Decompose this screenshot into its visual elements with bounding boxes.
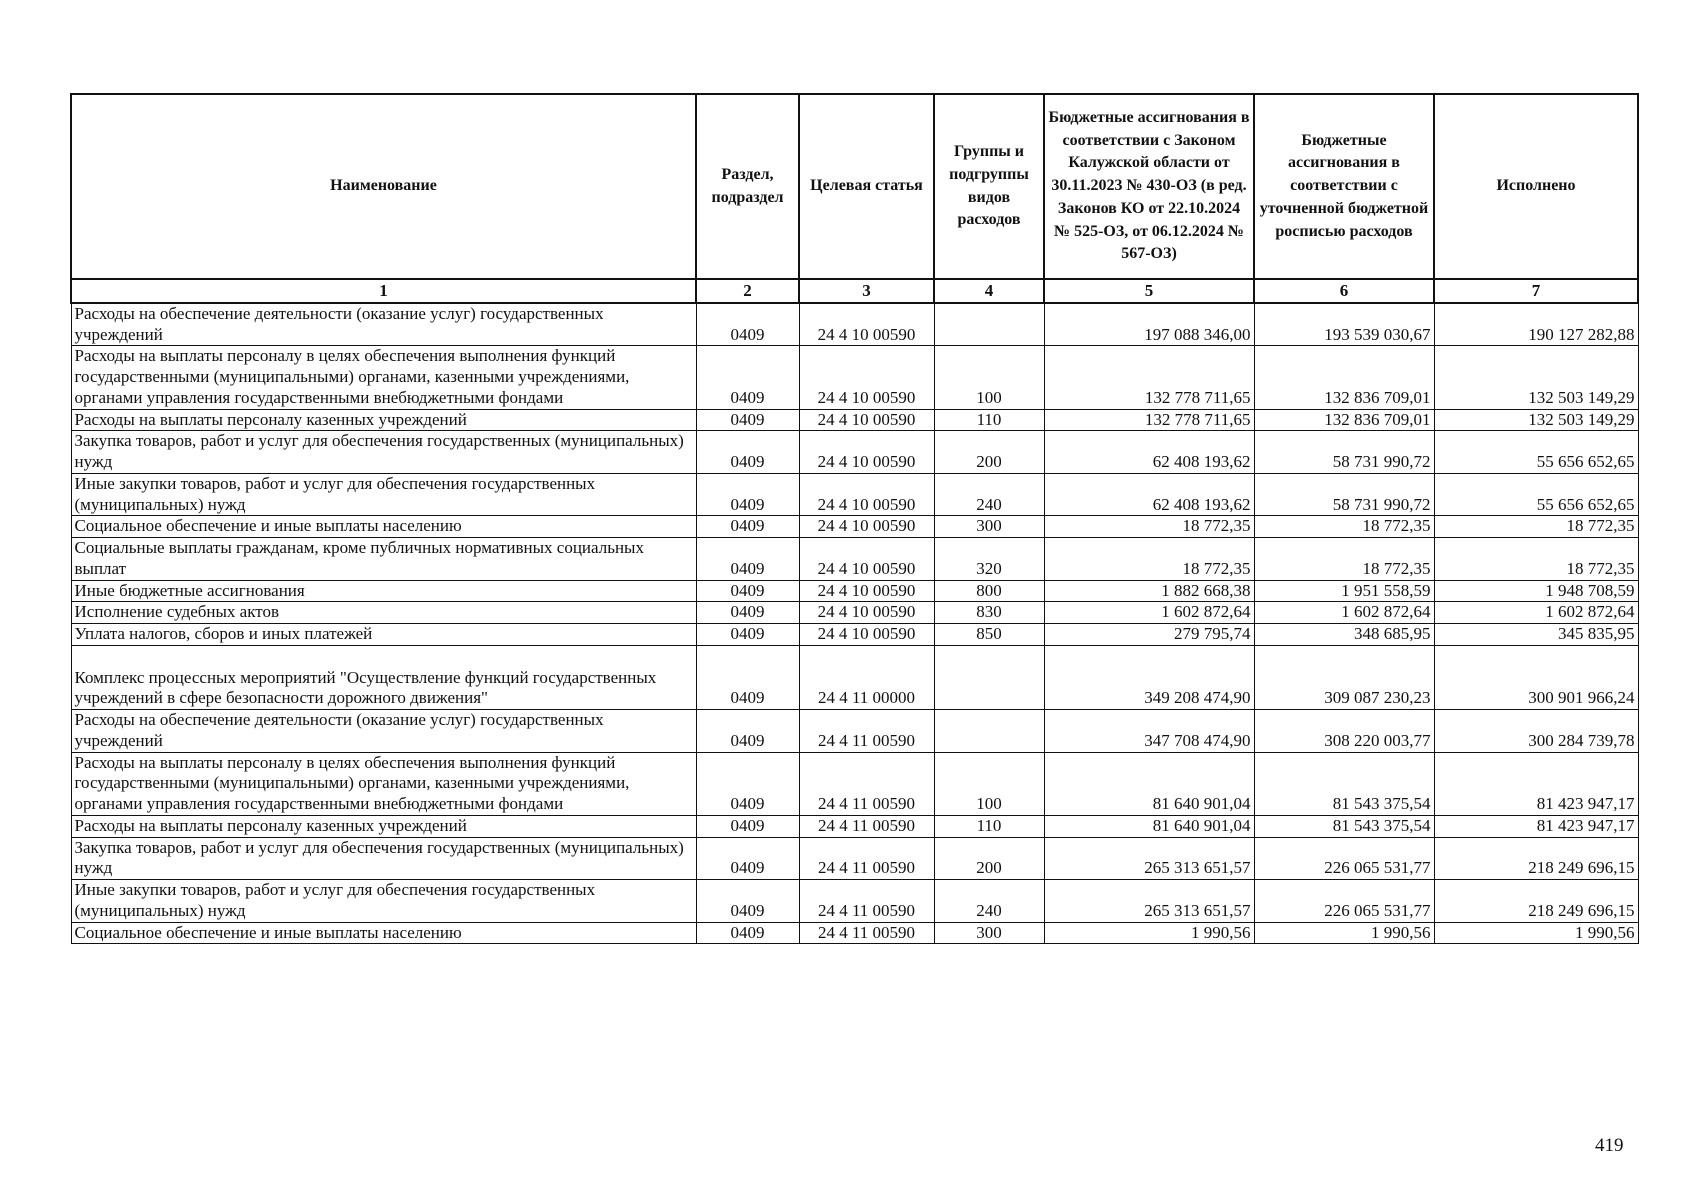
row-refined-amount: 1 951 558,59: [1254, 580, 1434, 602]
row-section: 0409: [696, 922, 799, 944]
row-target: 24 4 10 00590: [799, 516, 934, 538]
column-number: 6: [1254, 279, 1434, 303]
row-target: 24 4 11 00590: [799, 880, 934, 922]
row-law-amount: 349 208 474,90: [1044, 645, 1254, 709]
row-law-amount: 1 882 668,38: [1044, 580, 1254, 602]
table-row: [71, 431, 1638, 473]
row-refined-amount: 226 065 531,77: [1254, 837, 1434, 879]
row-section: 0409: [696, 580, 799, 602]
row-target: 24 4 11 00590: [799, 837, 934, 879]
table-body: [71, 303, 1638, 944]
header-target: Целевая статья: [799, 94, 934, 279]
column-number: 5: [1044, 279, 1254, 303]
row-group: 800: [934, 580, 1044, 602]
row-section: 0409: [696, 624, 799, 646]
column-number: 2: [696, 279, 799, 303]
table-row: [71, 922, 1638, 944]
row-name: Закупка товаров, работ и услуг для обеспечения государственных (муниципальных) нужд: [71, 431, 696, 473]
row-group: 200: [934, 431, 1044, 473]
row-name: Расходы на выплаты персоналу в целях обеспечения выполнения функций государственными (муниципальными) органами, казенными учреждениями, органами управления государственными внебюджетными фондами: [71, 346, 696, 409]
row-refined-amount: 81 543 375,54: [1254, 752, 1434, 815]
row-refined-amount: 18 772,35: [1254, 516, 1434, 538]
row-law-amount: 62 408 193,62: [1044, 431, 1254, 473]
row-law-amount: 81 640 901,04: [1044, 815, 1254, 837]
table-row: [71, 880, 1638, 922]
table-row: [71, 538, 1638, 580]
row-section: 0409: [696, 516, 799, 538]
row-refined-amount: 58 731 990,72: [1254, 431, 1434, 473]
row-group: 100: [934, 752, 1044, 815]
column-number: 3: [799, 279, 934, 303]
column-number: 4: [934, 279, 1044, 303]
row-name: Уплата налогов, сборов и иных платежей: [71, 624, 696, 646]
table-row: [71, 602, 1638, 624]
row-name: Расходы на обеспечение деятельности (оказание услуг) государственных учреждений: [71, 303, 696, 346]
row-name: Исполнение судебных актов: [71, 602, 696, 624]
row-section: 0409: [696, 815, 799, 837]
row-group: [934, 710, 1044, 752]
row-name: Иные закупки товаров, работ и услуг для обеспечения государственных (муниципальных) нужд: [71, 473, 696, 515]
column-number-row: [71, 279, 1638, 303]
table-row: [71, 516, 1638, 538]
row-executed-amount: 55 656 652,65: [1434, 431, 1638, 473]
row-target: 24 4 11 00590: [799, 710, 934, 752]
row-target: 24 4 10 00590: [799, 409, 934, 431]
row-executed-amount: 18 772,35: [1434, 516, 1638, 538]
row-section: 0409: [696, 473, 799, 515]
row-group: 110: [934, 815, 1044, 837]
row-refined-amount: 1 602 872,64: [1254, 602, 1434, 624]
row-target: 24 4 10 00590: [799, 346, 934, 409]
table-row: [71, 710, 1638, 752]
row-section: 0409: [696, 431, 799, 473]
header-executed: Исполнено: [1434, 94, 1638, 279]
header-section: Раздел, подраздел: [696, 94, 799, 279]
table-row: [71, 752, 1638, 815]
row-law-amount: 18 772,35: [1044, 538, 1254, 580]
row-target: 24 4 10 00590: [799, 473, 934, 515]
row-group: 200: [934, 837, 1044, 879]
row-name: Расходы на обеспечение деятельности (оказание услуг) государственных учреждений: [71, 710, 696, 752]
row-group: 850: [934, 624, 1044, 646]
table-row: [71, 624, 1638, 646]
row-target: 24 4 11 00590: [799, 922, 934, 944]
row-name: Иные бюджетные ассигнования: [71, 580, 696, 602]
row-section: 0409: [696, 880, 799, 922]
row-refined-amount: 226 065 531,77: [1254, 880, 1434, 922]
row-law-amount: 1 990,56: [1044, 922, 1254, 944]
table-row: [71, 580, 1638, 602]
row-refined-amount: 1 990,56: [1254, 922, 1434, 944]
row-executed-amount: 300 284 739,78: [1434, 710, 1638, 752]
row-executed-amount: 132 503 149,29: [1434, 346, 1638, 409]
row-section: 0409: [696, 710, 799, 752]
row-executed-amount: 1 602 872,64: [1434, 602, 1638, 624]
row-executed-amount: 81 423 947,17: [1434, 752, 1638, 815]
row-executed-amount: 1 948 708,59: [1434, 580, 1638, 602]
row-section: 0409: [696, 303, 799, 346]
row-group: 320: [934, 538, 1044, 580]
row-group: 300: [934, 516, 1044, 538]
header-groups: Группы и подгруппы видов расходов: [934, 94, 1044, 279]
row-law-amount: 1 602 872,64: [1044, 602, 1254, 624]
row-section: 0409: [696, 645, 799, 709]
column-number: 1: [71, 279, 696, 303]
row-law-amount: 279 795,74: [1044, 624, 1254, 646]
row-executed-amount: 190 127 282,88: [1434, 303, 1638, 346]
row-group: 240: [934, 880, 1044, 922]
row-refined-amount: 132 836 709,01: [1254, 346, 1434, 409]
row-law-amount: 265 313 651,57: [1044, 880, 1254, 922]
row-executed-amount: 218 249 696,15: [1434, 880, 1638, 922]
row-name: Иные закупки товаров, работ и услуг для обеспечения государственных (муниципальных) нужд: [71, 880, 696, 922]
table-row: [71, 645, 1638, 709]
row-executed-amount: 132 503 149,29: [1434, 409, 1638, 431]
row-section: 0409: [696, 837, 799, 879]
row-name: Расходы на выплаты персоналу казенных учреждений: [71, 815, 696, 837]
row-section: 0409: [696, 409, 799, 431]
table-row: [71, 409, 1638, 431]
row-target: 24 4 10 00590: [799, 580, 934, 602]
row-refined-amount: 309 087 230,23: [1254, 645, 1434, 709]
header-refined-allocations: Бюджетные ассигнования в соответствии с уточненной бюджетной росписью расходов: [1254, 94, 1434, 279]
row-executed-amount: 55 656 652,65: [1434, 473, 1638, 515]
row-target: 24 4 10 00590: [799, 602, 934, 624]
row-target: 24 4 10 00590: [799, 538, 934, 580]
row-law-amount: 197 088 346,00: [1044, 303, 1254, 346]
row-section: 0409: [696, 602, 799, 624]
row-refined-amount: 81 543 375,54: [1254, 815, 1434, 837]
row-group: 240: [934, 473, 1044, 515]
row-refined-amount: 348 685,95: [1254, 624, 1434, 646]
table-row: [71, 473, 1638, 515]
row-target: 24 4 11 00000: [799, 645, 934, 709]
budget-table: [70, 93, 1639, 944]
row-law-amount: 62 408 193,62: [1044, 473, 1254, 515]
row-name: Комплекс процессных мероприятий "Осуществление функций государственных учреждений в сфере безопасности дорожного движения": [71, 645, 696, 709]
row-target: 24 4 11 00590: [799, 815, 934, 837]
row-target: 24 4 11 00590: [799, 752, 934, 815]
row-group: 830: [934, 602, 1044, 624]
row-target: 24 4 10 00590: [799, 303, 934, 346]
row-refined-amount: 58 731 990,72: [1254, 473, 1434, 515]
page-number: 419: [1595, 1135, 1624, 1156]
row-section: 0409: [696, 538, 799, 580]
row-name: Социальные выплаты гражданам, кроме публичных нормативных социальных выплат: [71, 538, 696, 580]
header-row: [71, 94, 1638, 279]
row-name: Социальное обеспечение и иные выплаты населению: [71, 516, 696, 538]
table-row: [71, 815, 1638, 837]
row-section: 0409: [696, 346, 799, 409]
row-law-amount: 132 778 711,65: [1044, 409, 1254, 431]
header-name: Наименование: [71, 94, 696, 279]
row-refined-amount: 308 220 003,77: [1254, 710, 1434, 752]
row-group: [934, 303, 1044, 346]
row-group: 110: [934, 409, 1044, 431]
row-name: Расходы на выплаты персоналу в целях обеспечения выполнения функций государственными (муниципальными) органами, казенными учреждениями, органами управления государственными внебюджетными фондами: [71, 752, 696, 815]
table-row: [71, 303, 1638, 346]
row-law-amount: 132 778 711,65: [1044, 346, 1254, 409]
row-target: 24 4 10 00590: [799, 431, 934, 473]
row-group: 100: [934, 346, 1044, 409]
row-executed-amount: 1 990,56: [1434, 922, 1638, 944]
table-row: [71, 837, 1638, 879]
row-group: [934, 645, 1044, 709]
row-executed-amount: 81 423 947,17: [1434, 815, 1638, 837]
row-executed-amount: 218 249 696,15: [1434, 837, 1638, 879]
row-name: Социальное обеспечение и иные выплаты населению: [71, 922, 696, 944]
row-group: 300: [934, 922, 1044, 944]
row-refined-amount: 132 836 709,01: [1254, 409, 1434, 431]
row-section: 0409: [696, 752, 799, 815]
row-law-amount: 81 640 901,04: [1044, 752, 1254, 815]
row-executed-amount: 18 772,35: [1434, 538, 1638, 580]
row-executed-amount: 300 901 966,24: [1434, 645, 1638, 709]
row-name: Расходы на выплаты персоналу казенных учреждений: [71, 409, 696, 431]
row-executed-amount: 345 835,95: [1434, 624, 1638, 646]
row-name: Закупка товаров, работ и услуг для обеспечения государственных (муниципальных) нужд: [71, 837, 696, 879]
row-law-amount: 347 708 474,90: [1044, 710, 1254, 752]
row-refined-amount: 18 772,35: [1254, 538, 1434, 580]
header-law-allocations: Бюджетные ассигнования в соответствии с Законом Калужской области от 30.11.2023 № 430-ОЗ (в ред. Законов КО от 22.10.2024 № 525-ОЗ, от 06.12.2024 № 567-ОЗ): [1044, 94, 1254, 279]
row-target: 24 4 10 00590: [799, 624, 934, 646]
row-law-amount: 18 772,35: [1044, 516, 1254, 538]
row-law-amount: 265 313 651,57: [1044, 837, 1254, 879]
table-row: [71, 346, 1638, 409]
row-refined-amount: 193 539 030,67: [1254, 303, 1434, 346]
column-number: 7: [1434, 279, 1638, 303]
